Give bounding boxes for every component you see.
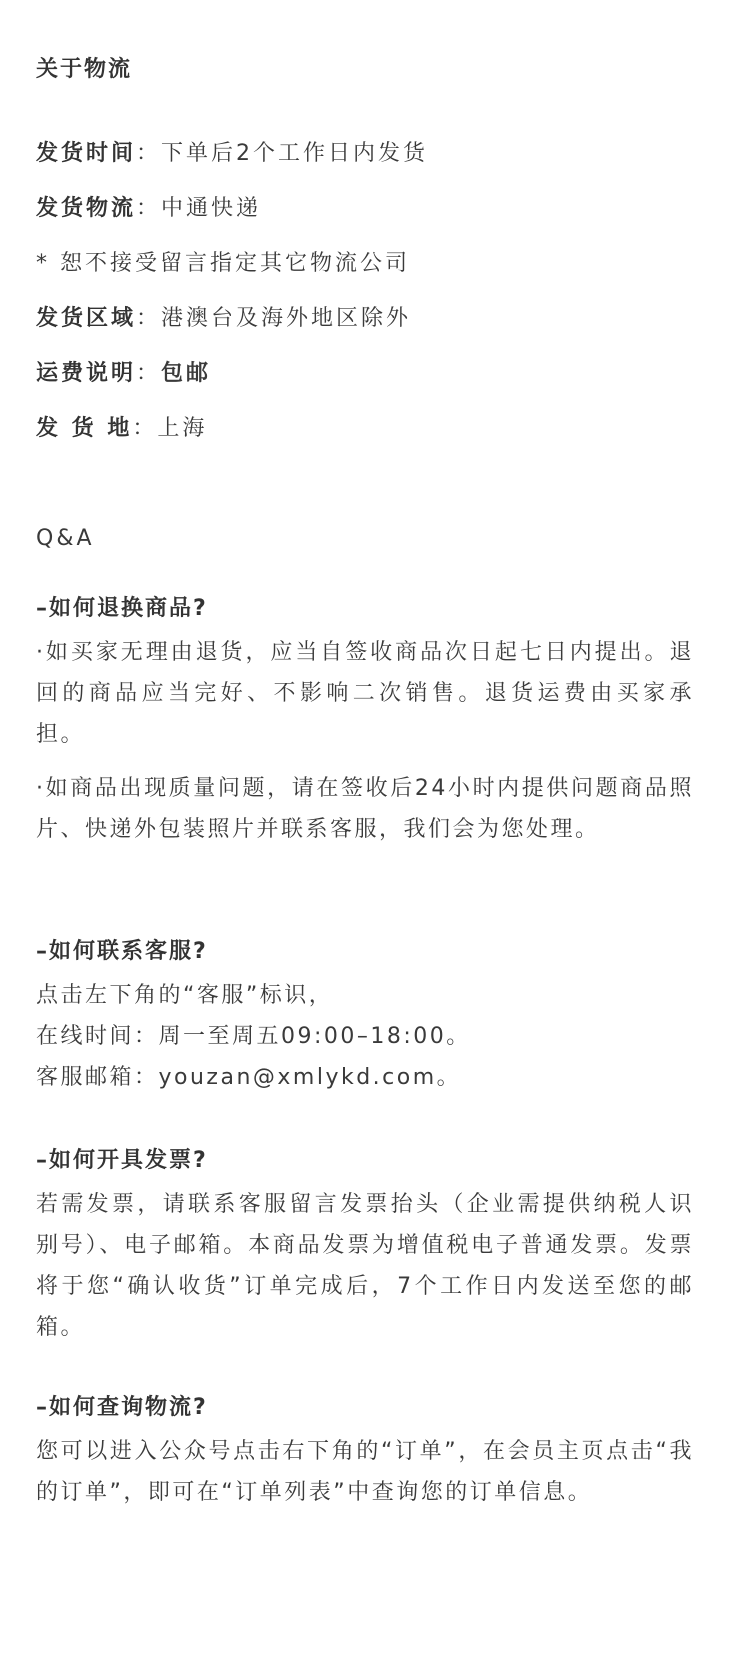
row-label: 发货时间 bbox=[36, 141, 137, 166]
qa-question-service: –如何联系客服? bbox=[36, 939, 208, 964]
logistics-row-ship-time bbox=[36, 136, 428, 167]
service-line-1: 点击左下角的“客服”标识， bbox=[36, 983, 334, 1008]
row-sep: ： bbox=[132, 416, 158, 441]
service-line-3: 客服邮箱：youzan@xmlykd.com。 bbox=[36, 1065, 462, 1090]
qa-answer-tracking: 您可以进入公众号点击右下角的“订单”，在会员主页点击“我的订单”，即可在“订单列表”中查询您的订单信息。 bbox=[36, 1439, 694, 1505]
logistics-row-region bbox=[36, 301, 411, 332]
row-label: 发货物流 bbox=[36, 196, 137, 221]
qa-answer-return-1: ·如买家无理由退货，应当自签收商品次日起七日内提出。退回的商品应当完好、不影响二次销售。退货运费由买家承担。 bbox=[36, 640, 694, 747]
row-value: 下单后2个工作日内发货 bbox=[161, 141, 429, 166]
row-label: 发货区域 bbox=[36, 306, 137, 331]
row-value: 中通快递 bbox=[161, 196, 262, 221]
row-value: 上海 bbox=[157, 416, 208, 441]
logistics-heading: 关于物流 bbox=[36, 57, 133, 82]
row-sep: ： bbox=[136, 361, 162, 386]
row-value: 港澳台及海外地区除外 bbox=[161, 306, 412, 331]
qa-answer-return-2: ·如商品出现质量问题，请在签收后24小时内提供问题商品照片、快递外包装照片并联系客服，我们会为您处理。 bbox=[36, 776, 694, 842]
row-sep: ： bbox=[136, 141, 162, 166]
row-label: 运费说明 bbox=[36, 361, 137, 386]
logistics-row-carrier bbox=[36, 191, 261, 222]
logistics-row-origin bbox=[36, 411, 207, 442]
row-value: * 恕不接受留言指定其它物流公司 bbox=[36, 251, 410, 276]
qa-answer-service bbox=[36, 975, 694, 1098]
row-sep: ： bbox=[136, 196, 162, 221]
logistics-row-shipping-fee bbox=[36, 356, 211, 387]
qa-question-tracking: –如何查询物流? bbox=[36, 1395, 208, 1420]
qa-question-invoice: –如何开具发票? bbox=[36, 1148, 208, 1173]
qa-title: Q&A bbox=[36, 526, 95, 551]
service-line-2: 在线时间：周一至周五09:00–18:00。 bbox=[36, 1024, 471, 1049]
row-sep: ： bbox=[136, 306, 162, 331]
row-label: 发 货 地 bbox=[36, 416, 133, 441]
qa-answer-invoice: 若需发票，请联系客服留言发票抬头（企业需提供纳税人识别号）、电子邮箱。本商品发票为增值税电子普通发票。发票将于您“确认收货”订单完成后，7个工作日内发送至您的邮箱。 bbox=[36, 1192, 694, 1340]
qa-question-return: –如何退换商品? bbox=[36, 596, 208, 621]
logistics-row-note bbox=[36, 246, 410, 277]
row-value: 包邮 bbox=[161, 361, 212, 386]
